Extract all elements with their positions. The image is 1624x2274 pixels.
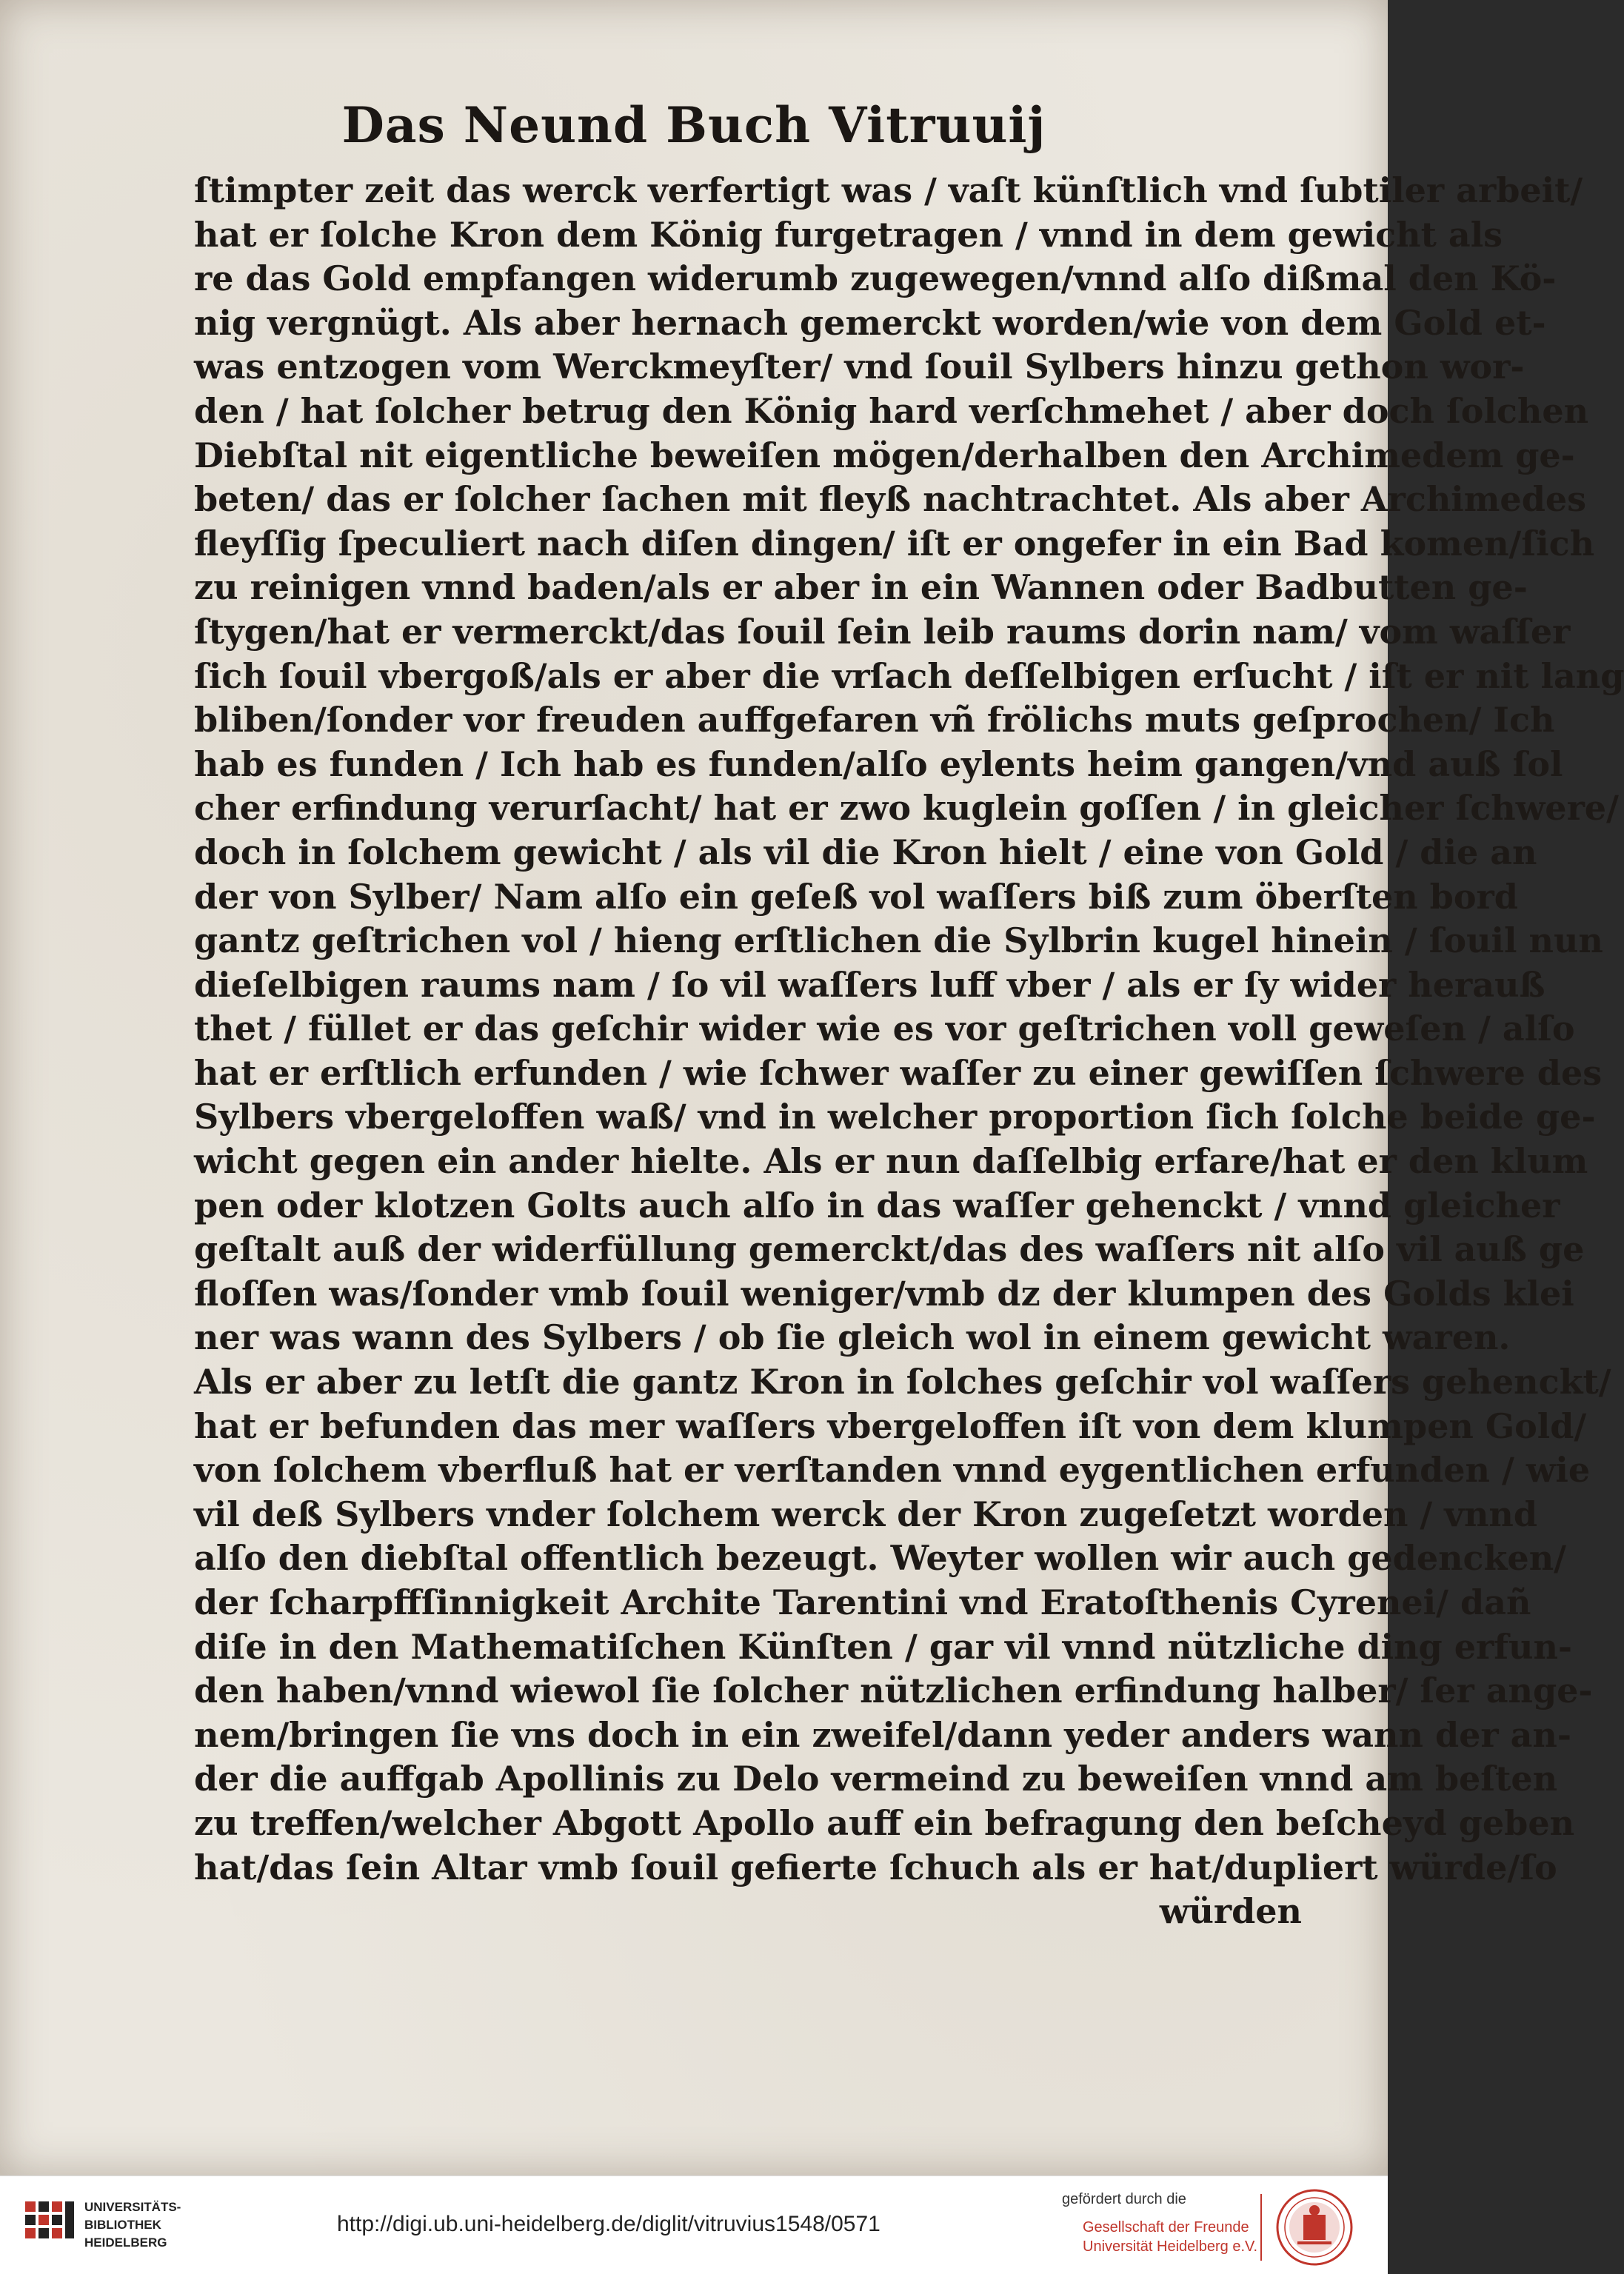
text-line: diſe in den Mathematiſchen Künſten / gar vil vnnd nützliche ding erfun- xyxy=(194,1626,1573,1667)
text-line: Diebſtal nit eigentliche beweiſen mögen/derhalben den Archimedem ge- xyxy=(194,435,1575,475)
text-line: den / hat ſolcher betrug den König hard verſchmehet / aber doch ſolchen xyxy=(194,390,1589,431)
text-line: von ſolchem vberfluß hat er verſtanden vnnd eygentlichen erfunden / wie xyxy=(194,1450,1591,1491)
text-line: hat er ſolche Kron dem König furgetragen / vnnd in dem gewicht als xyxy=(194,214,1503,255)
text-line: hat er befunden das mer waſſers vbergeloffen iſt von dem klumpen Gold/ xyxy=(194,1405,1587,1446)
text-line: beten/ das er ſolcher ſachen mit fleyß nachtrachtet. Als aber Archimedes xyxy=(194,479,1587,520)
running-head: Das Neund Buch Vitruuij xyxy=(341,96,1046,154)
text-line: bliben/ſonder vor freuden auffgefaren vñ frölichs muts geſprochen/ Ich xyxy=(194,700,1555,740)
text-line: nem/bringen ſie vns doch in ein zweifel/dann yeder anders wann der an- xyxy=(194,1714,1571,1755)
text-line: ſtimpter zeit das werck verfertigt was / vaſt künſtlich vnd ſubtiler arbeit/ xyxy=(194,170,1583,210)
library-name-line: UNIVERSITÄTS- xyxy=(84,2200,181,2214)
text-line: wicht gegen ein ander hielte. Als er nun daſſelbig erfare/hat er den klum xyxy=(194,1141,1588,1182)
text-line: hat/das ſein Altar vmb ſouil gefierte ſchuch als er hat/dupliert würde/ſo xyxy=(194,1847,1557,1887)
text-line: alſo den diebſtal offentlich bezeugt. Weyter wollen wir auch gedencken/ xyxy=(194,1538,1566,1579)
university-library-logo-icon xyxy=(22,2198,77,2253)
text-line: den haben/vnnd wiewol ſie ſolcher nützlichen erfindung halber/ ſer ange- xyxy=(194,1671,1593,1711)
text-line: hat er erſtlich erfunden / wie ſchwer waſſer zu einer gewiſſen ſchwere des xyxy=(194,1052,1603,1093)
text-line: re das Gold empfangen widerumb zugewegen/vnnd alſo dißmal den Kö- xyxy=(194,258,1557,299)
text-line: zu reinigen vnnd baden/als er aber in ein Wannen oder Badbutten ge- xyxy=(194,567,1528,608)
text-line: pen oder klotzen Golts auch alſo in das waſſer gehenckt / vnnd gleicher xyxy=(194,1185,1560,1225)
text-line: hab es funden / Ich hab es funden/alſo eylents heim gangen/vnd auß ſol xyxy=(194,743,1563,784)
text-line: ſtygen/hat er vermerckt/das ſouil ſein leib raums dorin nam/ vom waſſer xyxy=(194,611,1571,652)
text-line: thet / füllet er das geſchir wider wie es vor geſtrichen voll geweſen / alſo xyxy=(194,1009,1575,1049)
text-line: doch in ſolchem gewicht / als vil die Kron hielt / eine von Gold / die an xyxy=(194,832,1537,872)
text-line: der die auffgab Apollinis zu Delo vermeind zu beweiſen vnnd am beſten xyxy=(194,1759,1558,1799)
text-line: nig vergnügt. Als aber hernach gemerckt worden/wie von dem Gold et- xyxy=(194,302,1546,343)
text-line: ſich ſouil vbergoß/als er aber die vrſach deſſelbigen erſucht / iſt er nit lang xyxy=(194,655,1624,696)
text-line: floſſen was/ſonder vmb ſouil weniger/vmb dz der klumpen des Golds klei xyxy=(194,1273,1574,1314)
text-line: Sylbers vbergeloffen waß/ vnd in welcher proportion ſich ſolche beide ge- xyxy=(194,1097,1596,1137)
text-line: der ſcharpffſinnigkeit Archite Tarentini vnd Eratoſthenis Cyrenei/ dañ xyxy=(194,1582,1531,1622)
sponsor-name-line: Universität Heidelberg e.V. xyxy=(1083,2238,1258,2255)
text-line: was entzogen vom Werckmeyſter/ vnd ſouil Sylbers hinzu gethon wor- xyxy=(194,347,1525,387)
text-line: der von Sylber/ Nam alſo ein geſeß vol waſſers biß zum öberſten bord xyxy=(194,876,1518,917)
text-line: gantz geſtrichen vol / hieng erſtlichen die Sylbrin kugel hinein / ſouil nun xyxy=(194,920,1603,961)
text-line: geſtalt auß der widerfüllung gemerckt/das des waſſers nit alſo vil auß ge xyxy=(194,1229,1585,1270)
text-line: vil deß Sylbers vnder ſolchem werck der Kron zugeſetzt worden / vnnd xyxy=(194,1494,1538,1534)
text-line: cher erfindung verurſacht/ hat er zwo kuglein goſſen / in gleicher ſchwere/ xyxy=(194,788,1619,829)
divider xyxy=(1260,2194,1262,2261)
library-name xyxy=(84,2198,181,2252)
text-line: würden xyxy=(1159,1891,1302,1932)
sponsor-intro: gefördert durch die xyxy=(1062,2191,1186,2207)
text-block xyxy=(194,169,1624,1934)
text-line: zu treffen/welcher Abgott Apollo auff ein befragung den beſcheyd geben xyxy=(194,1802,1575,1843)
text-line: ner was wann des Sylbers / ob ſie gleich wol in einem gewicht waren. xyxy=(194,1317,1511,1358)
library-name-line: BIBLIOTHEK xyxy=(84,2218,161,2232)
library-name-line: HEIDELBERG xyxy=(84,2235,167,2250)
text-line: fleyſſig ſpeculiert nach diſen dingen/ iſt er ongefer in ein Bad komen/ſich xyxy=(194,523,1595,564)
text-line: dieſelbigen raums nam / ſo vil waſſers luff vber / als er ſy wider herauß xyxy=(194,964,1546,1005)
text-line: Als er aber zu letſt die gantz Kron in ſolches geſchir vol waſſers gehenckt/ xyxy=(194,1362,1611,1402)
permalink-url[interactable]: http://digi.ub.uni-heidelberg.de/diglit/vitruvius1548/0571 xyxy=(337,2212,880,2236)
footer-bar xyxy=(0,2176,1388,2274)
sponsor-name-line: Gesellschaft der Freunde xyxy=(1083,2219,1249,2235)
sponsor-name xyxy=(1083,2218,1257,2256)
university-seal-icon xyxy=(1275,2188,1354,2267)
